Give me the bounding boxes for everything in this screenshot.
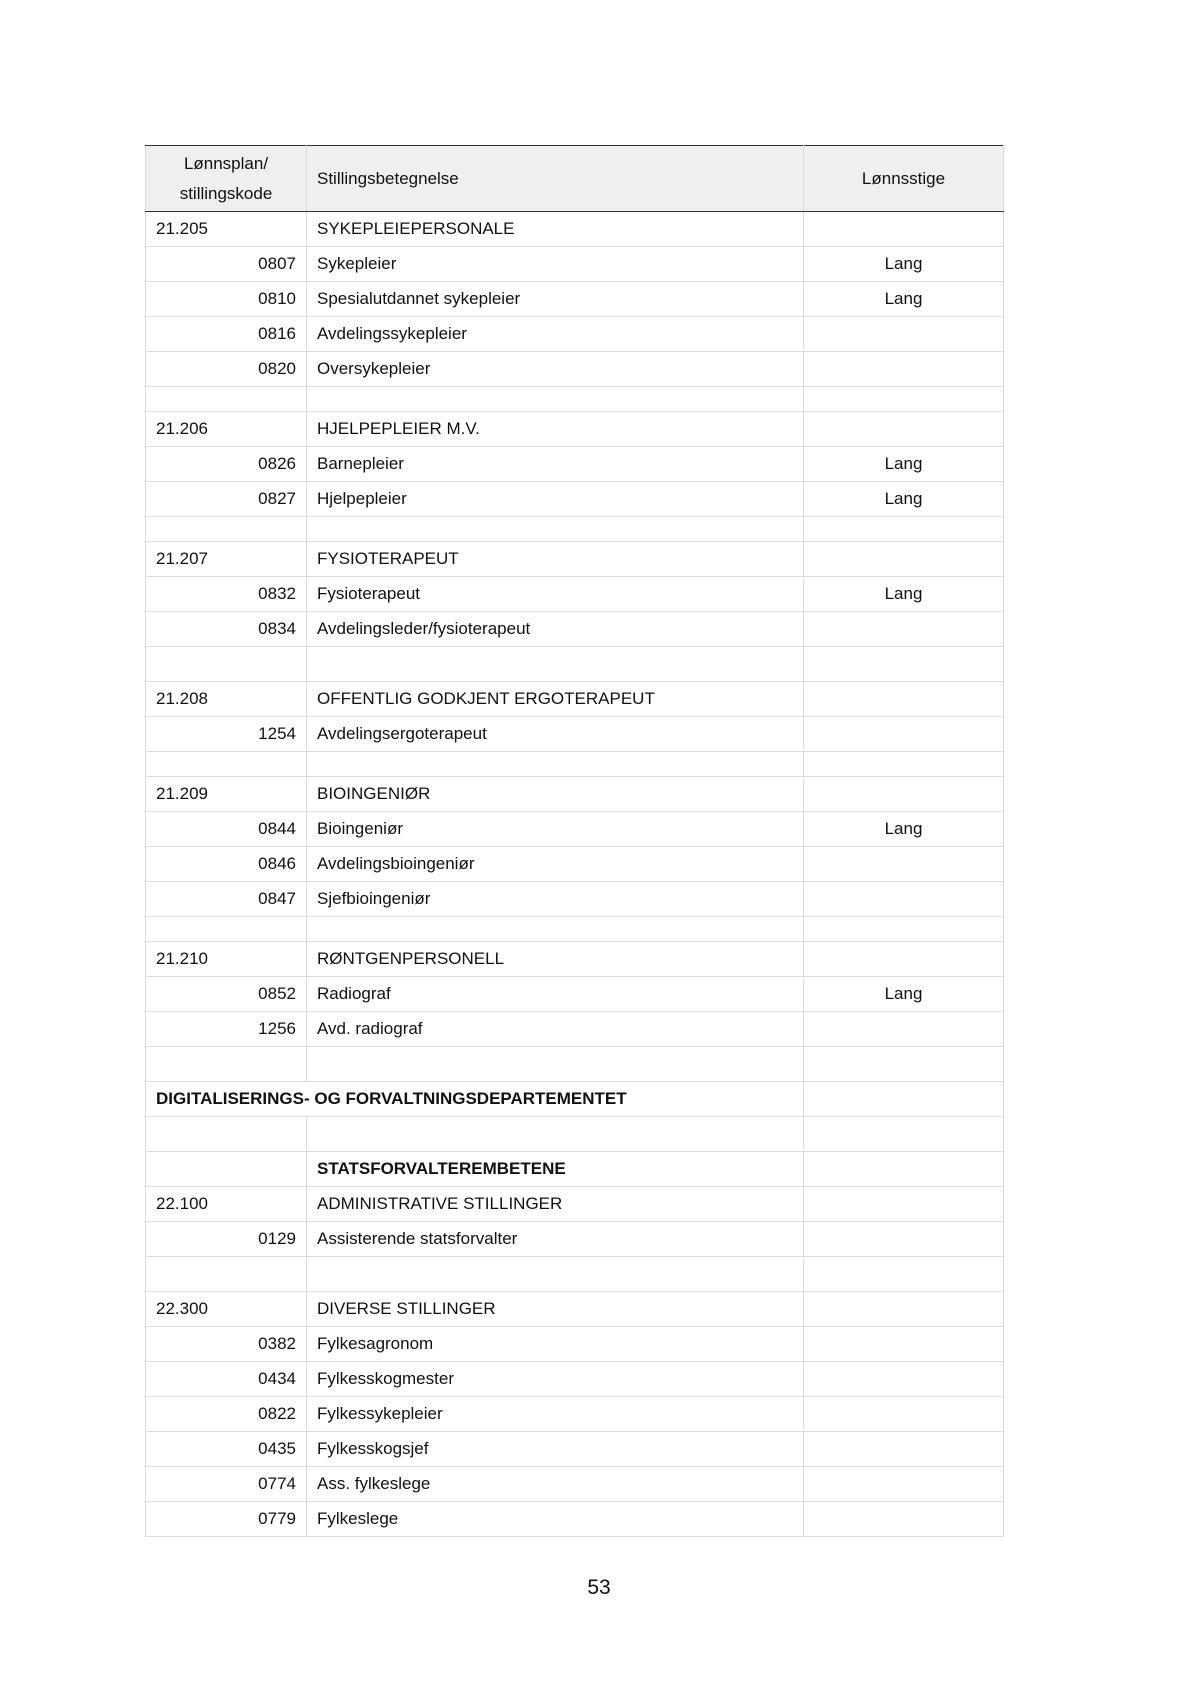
spacer-row (146, 917, 1004, 942)
pay-scale: Lang (804, 447, 1004, 482)
pay-scale (804, 1292, 1004, 1327)
header-pay-scale: Lønnsstige (804, 146, 1004, 212)
department-name: DIGITALISERINGS- OG FORVALTNINGSDEPARTEMENTET (146, 1082, 804, 1117)
pay-scale: Lang (804, 282, 1004, 317)
table-row (146, 717, 1004, 752)
table-row (146, 777, 1004, 812)
table-row (146, 1152, 1004, 1187)
spacer-row (146, 752, 1004, 777)
position-title: Fylkesskogsjef (307, 1432, 804, 1467)
position-title: Sykepleier (307, 247, 804, 282)
pay-scale (804, 542, 1004, 577)
pay-scale (804, 682, 1004, 717)
position-title: Fylkeslege (307, 1502, 804, 1537)
pay-plan-code: 21.205 (146, 212, 307, 247)
position-title: SYKEPLEIEPERSONALE (307, 212, 804, 247)
table-row (146, 482, 1004, 517)
position-code: 1254 (146, 717, 307, 752)
position-title: Avd. radiograf (307, 1012, 804, 1047)
position-code: 0810 (146, 282, 307, 317)
table-row (146, 942, 1004, 977)
pay-scale (804, 777, 1004, 812)
position-code: 0816 (146, 317, 307, 352)
table-row (146, 317, 1004, 352)
pay-plan-code: 21.209 (146, 777, 307, 812)
table-row (146, 682, 1004, 717)
header-pay-plan-line1: Lønnsplan/ (183, 153, 269, 173)
position-code: 0820 (146, 352, 307, 387)
department-row (146, 1082, 1004, 1117)
position-title: Avdelingssykepleier (307, 317, 804, 352)
table-row (146, 282, 1004, 317)
table-row (146, 577, 1004, 612)
page-number: 53 (587, 1576, 611, 1599)
pay-scale (804, 1222, 1004, 1257)
position-title: Sjefbioingeniør (307, 882, 804, 917)
pay-scale (804, 352, 1004, 387)
header-position-title: Stillingsbetegnelse (307, 146, 804, 212)
position-code: 0822 (146, 1397, 307, 1432)
table-row (146, 1432, 1004, 1467)
pay-scale: Lang (804, 247, 1004, 282)
pay-scale (804, 1187, 1004, 1222)
header-pay-plan-code (146, 146, 307, 212)
table-row (146, 1292, 1004, 1327)
position-title: Barnepleier (307, 447, 804, 482)
position-title: RØNTGENPERSONELL (307, 942, 804, 977)
position-title: Fylkesskogmester (307, 1362, 804, 1397)
position-title: Hjelpepleier (307, 482, 804, 517)
table-row (146, 1362, 1004, 1397)
position-code: 0832 (146, 577, 307, 612)
table-row (146, 1222, 1004, 1257)
pay-scale (804, 1362, 1004, 1397)
pay-scale (804, 1152, 1004, 1187)
position-title: FYSIOTERAPEUT (307, 542, 804, 577)
position-code: 0826 (146, 447, 307, 482)
position-code: 0827 (146, 482, 307, 517)
position-code: 0434 (146, 1362, 307, 1397)
table-row (146, 212, 1004, 247)
position-code: 0807 (146, 247, 307, 282)
position-code: 0846 (146, 847, 307, 882)
table-row (146, 1397, 1004, 1432)
pay-scale (804, 212, 1004, 247)
position-title: Fylkesagronom (307, 1327, 804, 1362)
spacer-row (146, 1257, 1004, 1292)
position-code: 0382 (146, 1327, 307, 1362)
spacer-row (146, 387, 1004, 412)
pay-plan-code: 21.207 (146, 542, 307, 577)
table-row (146, 1012, 1004, 1047)
pay-scale (804, 612, 1004, 647)
table-row (146, 612, 1004, 647)
spacer-row (146, 1047, 1004, 1082)
table-row (146, 882, 1004, 917)
position-code: 0847 (146, 882, 307, 917)
table-row (146, 1467, 1004, 1502)
position-code: 0435 (146, 1432, 307, 1467)
pay-plan-code (146, 1152, 307, 1187)
spacer-row (146, 647, 1004, 682)
pay-scale (804, 847, 1004, 882)
position-code: 0779 (146, 1502, 307, 1537)
pay-plan-code: 22.100 (146, 1187, 307, 1222)
spacer-row (146, 1117, 1004, 1152)
position-title: Ass. fylkeslege (307, 1467, 804, 1502)
pay-scale (804, 942, 1004, 977)
pay-scale (804, 1012, 1004, 1047)
pay-scale (804, 1467, 1004, 1502)
position-title: Spesialutdannet sykepleier (307, 282, 804, 317)
table-row (146, 812, 1004, 847)
position-title: ADMINISTRATIVE STILLINGER (307, 1187, 804, 1222)
position-code: 0834 (146, 612, 307, 647)
pay-scale (804, 317, 1004, 352)
pay-plan-code: 21.210 (146, 942, 307, 977)
position-code-table (145, 145, 1004, 1537)
pay-plan-code: 22.300 (146, 1292, 307, 1327)
pay-scale: Lang (804, 482, 1004, 517)
position-title: Bioingeniør (307, 812, 804, 847)
pay-scale: Lang (804, 977, 1004, 1012)
position-title: Avdelingsergoterapeut (307, 717, 804, 752)
pay-scale (804, 1397, 1004, 1432)
pay-plan-code: 21.206 (146, 412, 307, 447)
table-row (146, 1327, 1004, 1362)
position-title: Radiograf (307, 977, 804, 1012)
table-row (146, 447, 1004, 482)
position-title: Avdelingsbioingeniør (307, 847, 804, 882)
position-title: HJELPEPLEIER M.V. (307, 412, 804, 447)
table-row (146, 247, 1004, 282)
position-title: Fylkessykepleier (307, 1397, 804, 1432)
pay-scale (804, 1502, 1004, 1537)
table-row (146, 1187, 1004, 1222)
table-row (146, 542, 1004, 577)
header-pay-plan-line2: stillingskode (179, 183, 273, 203)
position-code: 0129 (146, 1222, 307, 1257)
pay-scale: Lang (804, 577, 1004, 612)
position-title: DIVERSE STILLINGER (307, 1292, 804, 1327)
position-code: 0844 (146, 812, 307, 847)
position-title: Oversykepleier (307, 352, 804, 387)
table-row (146, 977, 1004, 1012)
pay-scale (804, 1327, 1004, 1362)
pay-plan-code: 21.208 (146, 682, 307, 717)
agency-title: STATSFORVALTEREMBETENE (307, 1152, 804, 1187)
pay-scale (804, 717, 1004, 752)
pay-scale (804, 882, 1004, 917)
table-header (146, 146, 1004, 212)
position-code: 0852 (146, 977, 307, 1012)
position-title: OFFENTLIG GODKJENT ERGOTERAPEUT (307, 682, 804, 717)
table-row (146, 847, 1004, 882)
position-title: Avdelingsleder/fysioterapeut (307, 612, 804, 647)
table-row (146, 352, 1004, 387)
pay-scale (804, 1432, 1004, 1467)
table-row (146, 1502, 1004, 1537)
pay-scale: Lang (804, 812, 1004, 847)
pay-scale (804, 412, 1004, 447)
position-title: Fysioterapeut (307, 577, 804, 612)
position-code: 0774 (146, 1467, 307, 1502)
position-title: Assisterende statsforvalter (307, 1222, 804, 1257)
position-title: BIOINGENIØR (307, 777, 804, 812)
table-row (146, 412, 1004, 447)
position-code: 1256 (146, 1012, 307, 1047)
spacer-row (146, 517, 1004, 542)
